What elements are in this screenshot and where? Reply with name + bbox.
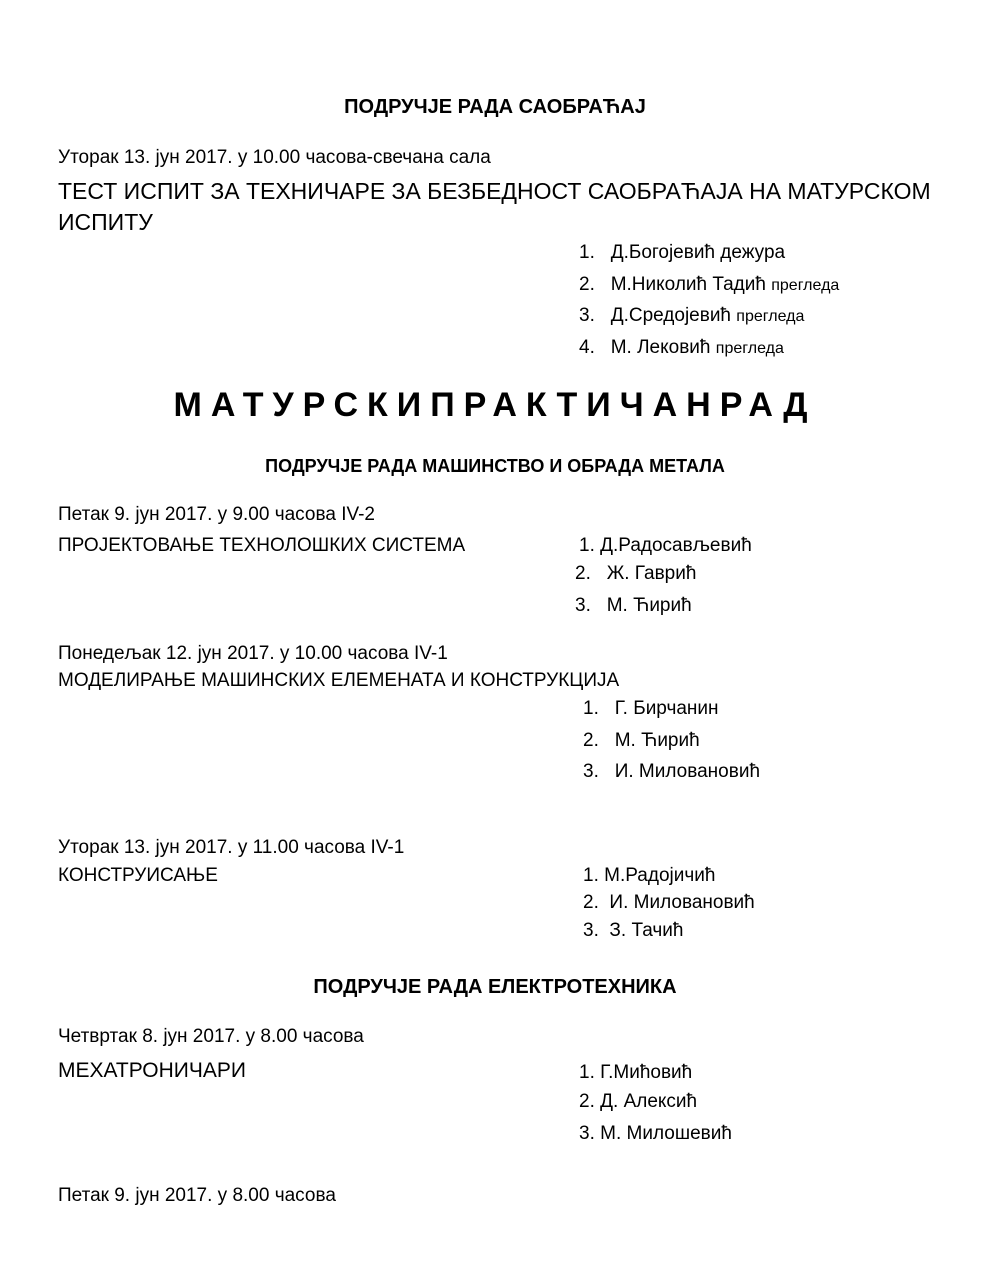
electro-date1: Четвртак 8. јун 2017. у 8.00 часова (58, 1026, 364, 1047)
staff-name: М. Лековић (610, 337, 711, 358)
list-number: 1. (579, 242, 595, 263)
mechanical-block3-date: Уторак 13. јун 2017. у 11.00 часова IV-1 (58, 837, 405, 858)
staff-name: Ж. Гаврић (606, 563, 697, 584)
staff-name: Д.Радосављевић (600, 535, 752, 556)
mechanical-block3-staff-item (583, 866, 715, 885)
mechanical-block2-staff-item (583, 699, 719, 718)
staff-name: Д.Средојевић (610, 305, 732, 326)
staff-role: прегледа (736, 308, 805, 325)
electro-date2: Петак 9. јун 2017. у 8.00 часова (58, 1185, 336, 1206)
staff-name: М. Милошевић (600, 1123, 732, 1144)
staff-name: М.Радојичић (604, 865, 716, 886)
list-number: 3. (575, 595, 591, 616)
mechanical-block3-staff-item (583, 921, 683, 940)
list-number: 1. (583, 698, 599, 719)
traffic-staff-item (579, 275, 839, 294)
list-number: 3. (583, 761, 599, 782)
staff-name: Г.Мићовић (600, 1062, 693, 1083)
traffic-exam-title-line2: ИСПИТУ (58, 209, 153, 235)
staff-name: М.Николић Тадић (610, 274, 766, 295)
traffic-staff-item (579, 306, 804, 325)
mechanical-block1-staff-item (575, 596, 692, 615)
list-number: 1. (579, 535, 595, 556)
staff-name: Д.Богојевић дежура (610, 242, 786, 263)
main-title: МАТУРСКИПРАКТИЧАНРАД (173, 386, 817, 424)
mechanical-block1-staff-item (579, 536, 752, 555)
staff-name: М. Ћирић (614, 730, 700, 751)
staff-name: И. Миловановић (609, 892, 755, 913)
traffic-exam-title-line1: ТЕСТ ИСПИТ ЗА ТЕХНИЧАРЕ ЗА БЕЗБЕДНОСТ САОБРАЋАЈА НА МАТУРСКОМ (58, 178, 931, 204)
mechanical-block2-subject: МОДЕЛИРАЊЕ МАШИНСКИХ ЕЛЕМЕНАТА И КОНСТРУКЦИЈА (58, 670, 620, 691)
list-number: 3. (583, 920, 599, 941)
list-number: 3. (579, 305, 595, 326)
mechanical-block3-staff-item (583, 893, 755, 912)
mechanical-block2-date: Понедељак 12. јун 2017. у 10.00 часова IV-1 (58, 643, 448, 664)
list-number: 1. (583, 865, 599, 886)
electro-subject1: МЕХАТРОНИЧАРИ (58, 1059, 246, 1082)
mechanical-block1-date: Петак 9. јун 2017. у 9.00 часова IV-2 (58, 504, 375, 525)
staff-name: З. Тачић (609, 920, 684, 941)
mechanical-block2-staff-item (583, 762, 760, 781)
list-number: 1. (579, 1062, 595, 1083)
list-number: 2. (579, 274, 595, 295)
mechanical-block1-staff-item (575, 564, 696, 583)
electro-staff-item (579, 1063, 692, 1082)
staff-role: прегледа (715, 340, 784, 357)
traffic-staff-item (579, 243, 785, 262)
list-number: 4. (579, 337, 595, 358)
staff-name: И. Миловановић (614, 761, 761, 782)
mechanical-block3-subject: КОНСТРУИСАЊЕ (58, 865, 218, 886)
list-number: 3. (579, 1123, 595, 1144)
mechanical-block2-staff-item (583, 731, 700, 750)
electro-staff-item (579, 1092, 697, 1111)
list-number: 2. (583, 730, 599, 751)
staff-name: М. Ћирић (606, 595, 692, 616)
staff-name: Г. Бирчанин (614, 698, 719, 719)
traffic-staff-item (579, 338, 784, 357)
traffic-date: Уторак 13. јун 2017. у 10.00 часова-свечана сала (58, 147, 491, 168)
mechanical-heading: ПОДРУЧЈЕ РАДА МАШИНСТВО И ОБРАДА МЕТАЛА (265, 456, 725, 476)
list-number: 2. (575, 563, 591, 584)
electro-heading: ПОДРУЧЈЕ РАДА ЕЛЕКТРОТЕХНИКА (313, 976, 677, 998)
electro-staff-item (579, 1124, 732, 1143)
staff-name: Д. Алексић (600, 1091, 698, 1112)
list-number: 2. (579, 1091, 595, 1112)
staff-role: прегледа (771, 277, 840, 294)
traffic-heading: ПОДРУЧЈЕ РАДА САОБРАЋАЈ (344, 96, 646, 118)
list-number: 2. (583, 892, 599, 913)
mechanical-block1-subject: ПРОЈЕКТОВАЊЕ ТЕХНОЛОШКИХ СИСТЕМА (58, 535, 466, 556)
